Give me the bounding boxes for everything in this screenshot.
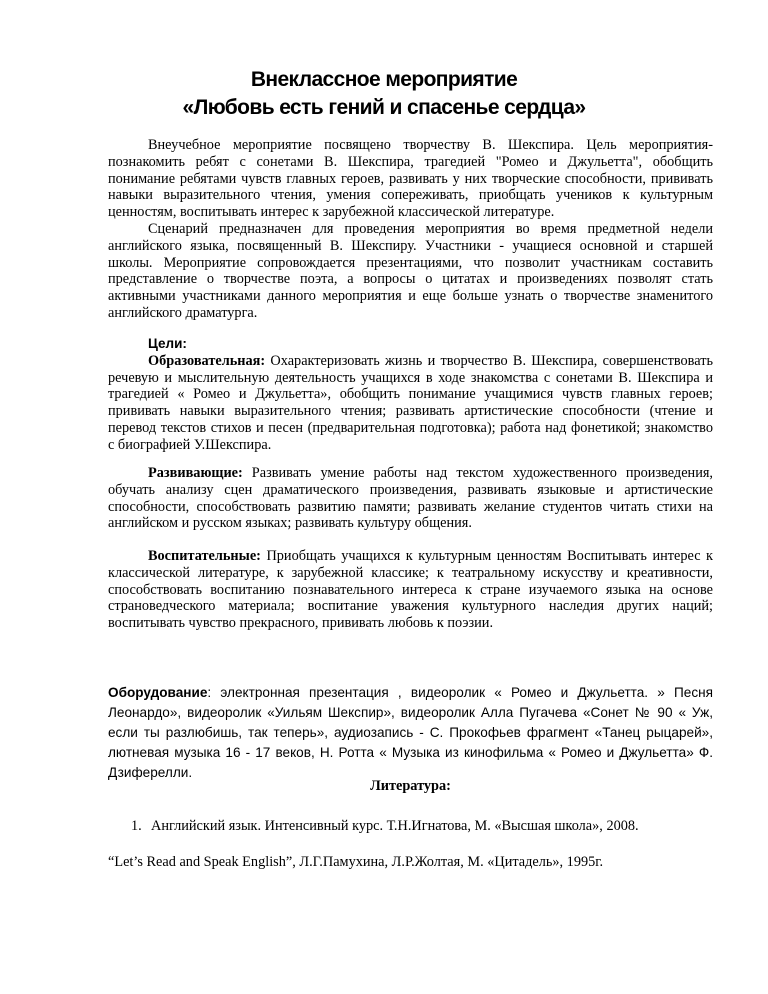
goal-upbringing-section xyxy=(108,548,713,632)
goal-educational-text: Охарактеризовать жизнь и творчество В. Шекспира, совершенствовать речевую и мыслительную деятельность учащихся в ходе знакомства с сонетами В. Шекспира и трагедией « Ромео и Джульетта», обобщить понимание учащимися чувств главных героев; прививать навыки выразительного чтения; развивать артистические способности (чтение и перевод текстов стихов и песен (предварительная подготовка); работа над фонетикой; знакомство с биографией У.Шекспира. xyxy=(108,352,713,453)
page-title-line1: Внеклассное мероприятие xyxy=(250,68,518,91)
equipment-label: Оборудование xyxy=(108,685,208,700)
literature-item-text: Английский язык. Интенсивный курс. Т.Н.Игнатова, М. «Высшая школа», 2008. xyxy=(151,818,639,834)
intro-section xyxy=(108,137,713,322)
goal-upbringing-label: Воспитательные: xyxy=(148,548,261,564)
goal-educational-label: Образовательная: xyxy=(148,352,266,369)
goal-developing-section xyxy=(108,465,713,532)
goal-educational xyxy=(108,353,713,454)
goals-heading xyxy=(108,336,713,353)
intro-paragraph-1: Внеучебное мероприятие посвящено творчеству В. Шекспира. Цель мероприятия- познакомить ребят с сонетами В. Шекспира, трагедией "Ромео и Джульетта", обобщить понимание ребятами чувств главных героев, развивать у них творческие способности, прививать навыки выразительного чтения, умения сопереживать, приобщать учеников к культурным ценностям, воспитывать интерес к зарубежной классической литературе. xyxy=(108,137,713,221)
equipment-paragraph xyxy=(108,683,713,783)
goals-section xyxy=(108,336,713,454)
intro-paragraph-2: Сценарий предназначен для проведения мероприятия во время предметной недели английского языка, посвященный В. Шекспиру. Участники - учащиеся основной и старшей школы. Мероприятие сопровождается презентациями, что позволит участникам составить представление о творчестве поэта, а вопросы о цитатах и произведениях позволят стать активными участниками данного мероприятия и еще больше узнать о творчестве знаменитого английского драматурга. xyxy=(108,220,713,321)
goal-developing xyxy=(108,465,713,532)
goal-upbringing-text: Приобщать учащихся к культурным ценностям Воспитывать интерес к классической литературе, к зарубежной классике; к театральному искусству и креативности, способствовать воспитанию познавательного интереса к стране изучаемого языка на основе страноведческого материала; воспитание уважения культурного наследия других наций; воспитывать чувство прекрасного, прививать любовь к поэзии. xyxy=(108,548,713,632)
goal-developing-label: Развивающие: xyxy=(148,465,243,481)
goal-developing-text: Развивать умение работы над текстом художественного произведения, обучать анализу сцен драматического произведения, развивать языковые и артистические способности, способствовать развитию памяти; развивать желание студентов читать стихи на английском и русском языках; развивать культуру общения. xyxy=(108,465,713,532)
literature-extra-item: “Let’s Read and Speak English”, Л.Г.Памухина, Л.Р.Жолтая, М. «Цитадель», 1995г. xyxy=(108,854,604,870)
literature-heading: Литература: xyxy=(370,778,451,794)
literature-item-number: 1. xyxy=(131,818,142,834)
goals-heading-text: Цели: xyxy=(148,336,187,351)
goal-upbringing xyxy=(108,548,713,632)
page-title-line2: «Любовь есть гений и спасенье сердца» xyxy=(182,96,586,119)
equipment-text: : электронная презентация , видеоролик « Ромео и Джульетта. » Песня Леонардо», видеоролик «Уильям Шекспир», видеоролик Алла Пугачева «Сонет № 90 « Уж, если ты разлюбишь, так теперь», аудиозапись - С. Прокофьев фрагмент «Танец рыцарей», лютневая музыка 16 - 17 веков, Н. Ротта « Музыка из кинофильма « Ромео и Джульетта» Ф. Дзиферелли. xyxy=(108,685,713,780)
literature-item xyxy=(108,818,713,835)
literature-list xyxy=(108,818,713,835)
